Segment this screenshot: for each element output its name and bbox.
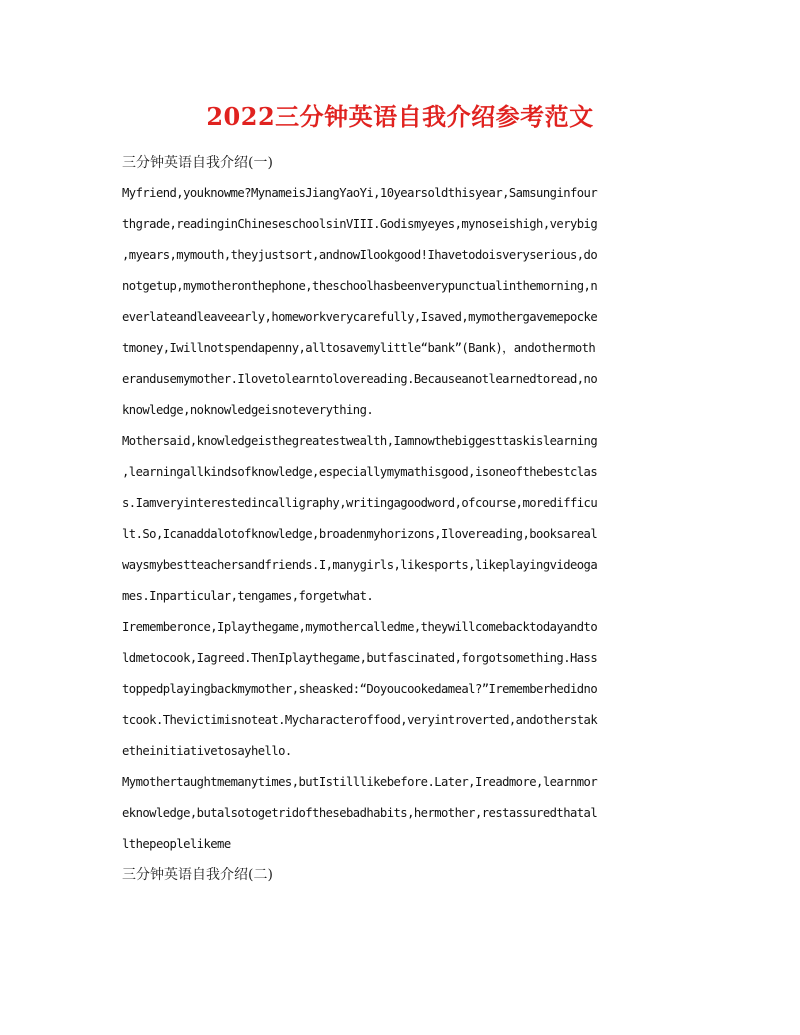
document-body <box>122 178 678 860</box>
paragraph-line: eknowledge,butalsotogetridofthesebadhabits,hermother,restassuredthatal <box>122 806 598 820</box>
document-page <box>122 100 678 890</box>
paragraph-line: ,learningallkindsofknowledge,especiallymymathisgood,isoneofthebestclas <box>122 465 598 479</box>
section-heading-2: 三分钟英语自我介绍(二) <box>122 867 273 883</box>
paragraph-line: tmoney,Iwillnotspendapenny,alltosavemylittle“bank”(Bank)，andothermoth <box>122 341 596 355</box>
paragraph-line: Mothersaid,knowledgeisthegreatestwealth,Iamnowthebiggesttaskislearning <box>122 434 598 448</box>
paragraph-line: everlateandleaveearly,homeworkverycarefully,Isaved,mymothergavemepocke <box>122 310 598 324</box>
paragraph-line: Myfriend,youknowme?MynameisJiangYaoYi,10yearsoldthisyear,Samsunginfour <box>122 186 598 200</box>
paragraph-line: mes.Inparticular,tengames,forgetwhat. <box>122 589 374 603</box>
body-paragraph <box>122 178 678 426</box>
body-paragraph <box>122 767 678 860</box>
paragraph-line: tcook.Thevictimisnoteat.Mycharacteroffood,veryintroverted,andotherstak <box>122 713 598 727</box>
body-paragraph <box>122 426 678 612</box>
body-paragraph <box>122 612 678 767</box>
paragraph-line: thgrade,readinginChineseschoolsinVIII.Godismyeyes,mynoseishigh,verybig <box>122 217 598 231</box>
paragraph-line: knowledge,noknowledgeisnoteverything. <box>122 403 374 417</box>
paragraph-line: notgetup,mymotheronthephone,theschoolhasbeenverypunctualinthemorning,n <box>122 279 598 293</box>
paragraph-line: ldmetocook,Iagreed.ThenIplaythegame,butfascinated,forgotsomething.Hass <box>122 651 598 665</box>
paragraph-line: lthepeoplelikeme <box>122 837 231 851</box>
paragraph-line: toppedplayingbackmymother,sheasked:“Doyoucookedameal?”Irememberhedidno <box>122 682 598 696</box>
paragraph-line: ,myears,mymouth,theyjustsort,andnowIlookgood!Ihavetodoisveryserious,do <box>122 248 598 262</box>
section-heading-1: 三分钟英语自我介绍(一) <box>122 155 273 171</box>
document-title: 2022三分钟英语自我介绍参考范文 <box>206 102 594 131</box>
paragraph-line: s.Iamveryinterestedincalligraphy,writingagoodword,ofcourse,moredifficu <box>122 496 598 510</box>
paragraph-line: etheinitiativetosayhello. <box>122 744 292 758</box>
paragraph-line: waysmybestteachersandfriends.I,manygirls,likesports,likeplayingvideoga <box>122 558 598 572</box>
paragraph-line: erandusemymother.Ilovetolearntolovereading.Becauseanotlearnedtoread,no <box>122 372 598 386</box>
paragraph-line: lt.So,Icanaddalotofknowledge,broadenmyhorizons,Ilovereading,booksareal <box>122 527 598 541</box>
paragraph-line: Mymothertaughtmemanytimes,butIstilllikebefore.Later,Ireadmore,learnmor <box>122 775 598 789</box>
paragraph-line: Irememberonce,Iplaythegame,mymothercalledme,theywillcomebacktodayandto <box>122 620 598 634</box>
